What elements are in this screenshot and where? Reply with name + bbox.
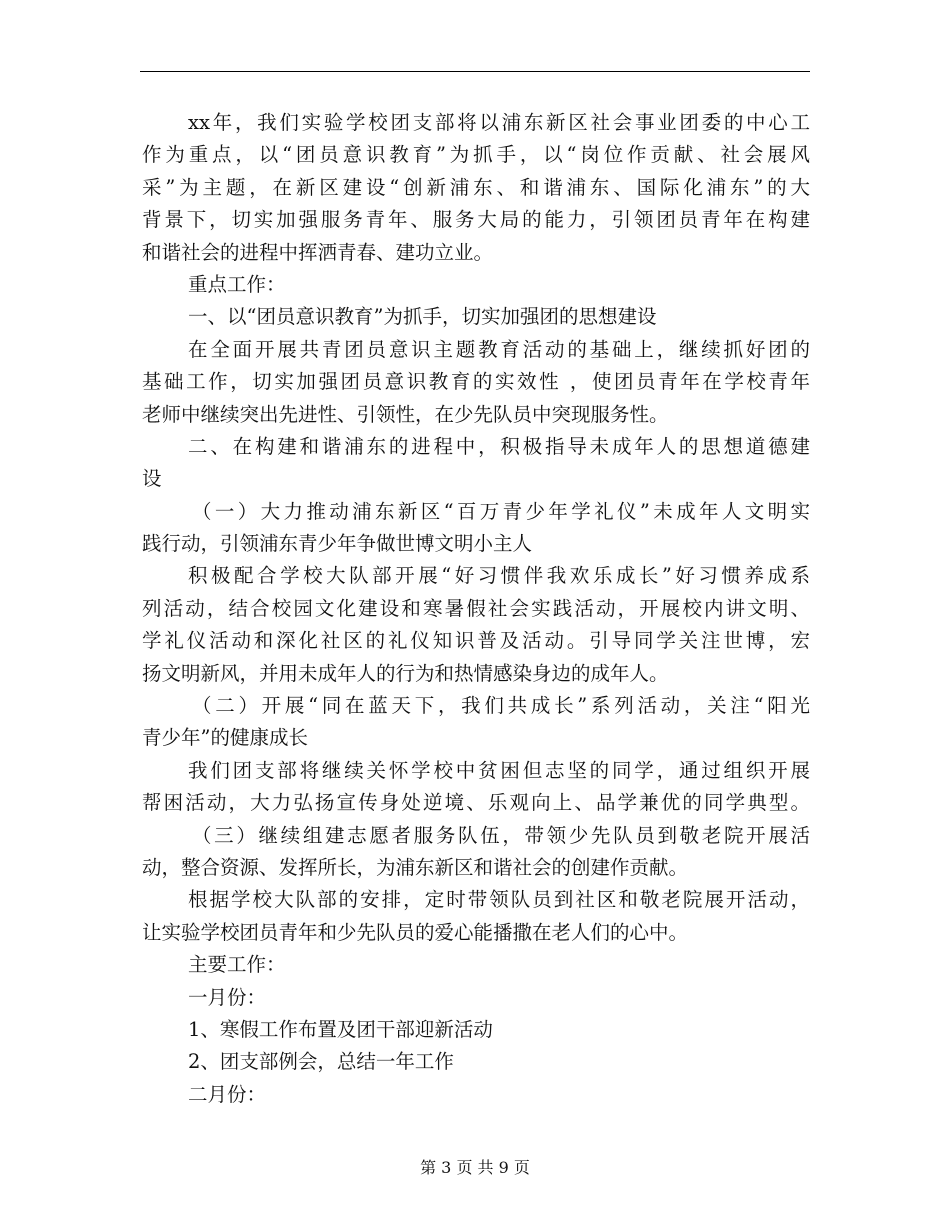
document-body [142,107,810,1111]
month-heading: 二月份： [188,1082,267,1106]
section-heading: 主要工作： [188,953,286,977]
section-heading: 二、在构建和谐浦东的进程中，积极指导未成年人的思想道德建 [188,434,810,458]
paragraph-line: 在全面开展共青团员意识主题教育活动的基础上，继续抓好团的 [188,337,810,361]
subsection-heading: 青少年”的健康成长 [142,726,308,750]
paragraph-line: 和谐社会的进程中挥洒青春、建功立业。 [142,240,494,264]
month-heading: 一月份： [188,985,267,1009]
list-item: 1、寒假工作布置及团干部迎新活动 [188,1017,493,1041]
paragraph-line: 作为重点，以“团员意识教育”为抓手，以“岗位作贡献、社会展风 [142,143,810,167]
paragraph-line: 扬文明新风，并用未成年人的行为和热情感染身边的成年人。 [142,661,669,685]
paragraph-line: 积极配合学校大队部开展“好习惯伴我欢乐成长”好习惯养成系 [188,564,810,588]
paragraph-line: 学礼仪活动和深化社区的礼仪知识普及活动。引导同学关注世博，宏 [142,629,810,653]
paragraph-line: 动，整合资源、发挥所长，为浦东新区和谐社会的创建作贡献。 [142,855,689,879]
paragraph-line: 列活动，结合校园文化建设和寒暑假社会实践活动，开展校内讲文明、 [142,596,810,620]
paragraph-line: 帮困活动，大力弘扬宣传身处逆境、乐观向上、品学兼优的同学典型。 [142,791,810,815]
header-rule [140,71,810,72]
paragraph-line: 老师中继续突出先进性、引领性，在少先队员中突现服务性。 [142,402,669,426]
section-heading: 一、以“团员意识教育”为抓手，切实加强团的思想建设 [188,305,657,329]
paragraph-line: 让实验学校团员青年和少先队员的爱心能播撒在老人们的心中。 [142,920,689,944]
page-number-footer: 第 3 页 共 9 页 [420,1158,530,1177]
section-heading: 设 [142,467,162,491]
paragraph-line: 基础工作，切实加强团员意识教育的实效性 ，使团员青年在学校青年 [142,370,810,394]
subsection-heading: （三）继续组建志愿者服务队伍，带领少先队员到敬老院开展活 [192,823,810,847]
subsection-heading: （一）大力推动浦东新区“百万青少年学礼仪”未成年人文明实 [192,499,810,523]
paragraph-line: 采”为主题，在新区建设“创新浦东、和谐浦东、国际化浦东”的大 [142,175,810,199]
paragraph-line: 根据学校大队部的安排，定时带领队员到社区和敬老院展开活动， [188,888,810,912]
list-item: 2、团支部例会，总结一年工作 [188,1050,454,1074]
paragraph-line: xx年，我们实验学校团支部将以浦东新区社会事业团委的中心工 [188,111,810,134]
section-heading: 重点工作： [188,272,286,296]
subsection-heading: 践行动，引领浦东青少年争做世博文明小主人 [142,532,533,556]
paragraph-line: 我们团支部将继续关怀学校中贫困但志坚的同学，通过组织开展 [188,758,810,782]
paragraph-line: 背景下，切实加强服务青年、服务大局的能力，引领团员青年在构建 [142,208,810,232]
subsection-heading: （二）开展“同在蓝天下，我们共成长”系列活动，关注“阳光 [192,694,810,718]
